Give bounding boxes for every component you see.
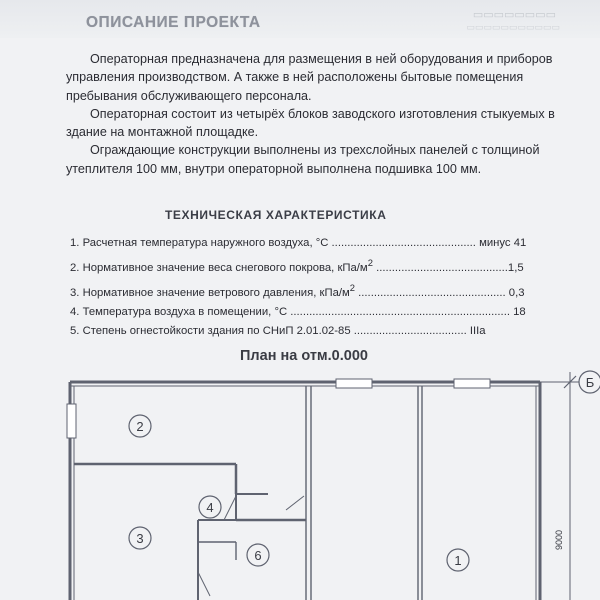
spec-value: 0,3 xyxy=(508,286,525,299)
spec-value: 18 xyxy=(513,306,526,319)
spec-number: 1. xyxy=(70,237,80,249)
spec-row xyxy=(70,278,550,303)
spec-superscript: 2 xyxy=(349,282,355,294)
window xyxy=(454,379,490,388)
spec-label: Степень огнестойкости здания по СНиП 2.01.02-85 xyxy=(82,325,351,338)
room-number: 6 xyxy=(254,548,262,563)
spec-label: Температура воздуха в помещении, °С xyxy=(82,306,288,319)
spec-row xyxy=(70,234,550,253)
spec-number: 4. xyxy=(70,306,80,319)
spec-list xyxy=(70,234,550,342)
tech-title: ТЕХНИЧЕСКАЯ ХАРАКТЕРИСТИКА xyxy=(165,208,387,222)
dimension-line xyxy=(540,372,590,600)
axis-label: Б xyxy=(585,375,595,390)
spec-value: 1,5 xyxy=(507,261,524,274)
plan-title: План на отм.0.000 xyxy=(240,348,368,364)
spec-dots: ...................................................................... xyxy=(287,306,510,319)
room-number: 1 xyxy=(454,553,462,568)
spec-dots: ............................................... xyxy=(355,286,506,299)
window xyxy=(336,379,372,388)
window xyxy=(67,404,76,438)
spec-value: минус 41 xyxy=(479,237,527,249)
spec-row xyxy=(70,322,550,341)
spec-dots: .............................................. xyxy=(328,237,476,249)
spec-row xyxy=(70,303,550,322)
room-number: 4 xyxy=(206,500,214,515)
spec-label: Расчетная температура наружного воздуха, °С xyxy=(82,237,329,249)
room-number: 3 xyxy=(136,531,144,546)
spec-superscript: 2 xyxy=(367,257,373,269)
spec-label: Нормативное значение ветрового давления, кПа/м xyxy=(82,286,350,299)
description-paragraph: Операторная предназначена для размещения в ней оборудования и приборов управления производством. А также в ней расположены бытовые помещения пребывания обслуживающего персонала. xyxy=(66,52,553,103)
spec-label: Нормативное значение веса снегового покрова, кПа/м xyxy=(82,261,368,274)
bleed-through-text: ▭▭▭▭▭▭▭▭ xyxy=(472,9,556,21)
room-number: 2 xyxy=(136,419,144,434)
spec-row xyxy=(70,253,550,278)
description-paragraph: Ограждающие конструкции выполнены из трехслойных панелей с толщиной утеплителя 100 мм, внутри операторной выполнена подшивка 100 мм. xyxy=(66,143,540,176)
spec-number: 3. xyxy=(70,286,80,299)
section-title: ОПИСАНИЕ ПРОЕКТА xyxy=(86,14,261,31)
spec-dots: .......................................... xyxy=(372,261,508,274)
dimension-label: 9000 xyxy=(554,529,564,550)
bleed-through-text: ▭▭▭▭▭▭▭▭▭▭▭ xyxy=(466,22,560,32)
spec-value: IIIa xyxy=(469,325,486,338)
project-description xyxy=(66,50,586,178)
partitions xyxy=(74,464,306,600)
spec-number: 5. xyxy=(70,325,80,338)
spec-number: 2. xyxy=(70,261,80,274)
description-paragraph: Операторная состоит из четырёх блоков заводского изготовления стыкуемых в здание на монтажной площадке. xyxy=(66,106,555,140)
block-joints xyxy=(306,386,422,600)
floor-plan xyxy=(0,360,600,600)
spec-dots: .................................... xyxy=(350,325,467,338)
